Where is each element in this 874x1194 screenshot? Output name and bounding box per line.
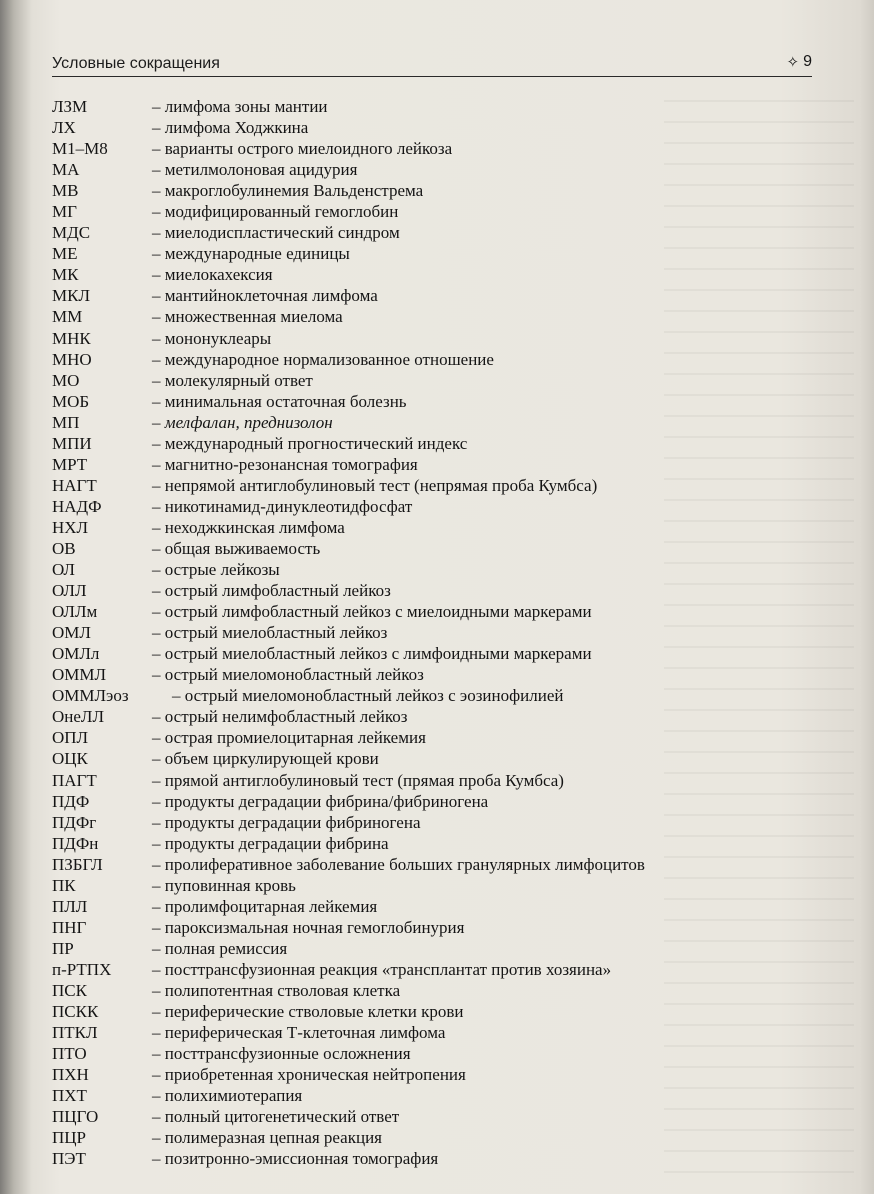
list-item — [52, 454, 812, 475]
list-item — [52, 896, 812, 917]
abbreviation: МРТ — [52, 454, 88, 474]
abbreviation: ПК — [52, 875, 76, 895]
definition: – пуповинная кровь — [152, 875, 296, 895]
abbreviation: ОМЛл — [52, 644, 100, 664]
list-item — [52, 1022, 812, 1043]
list-item — [52, 222, 812, 243]
definition: – продукты деградации фибриногена — [152, 812, 421, 832]
definition: – приобретенная хроническая нейтропения — [152, 1065, 466, 1085]
definition: – острый миелобластный лейкоз — [152, 623, 388, 643]
list-item — [52, 706, 812, 727]
list-item — [52, 1064, 812, 1085]
abbreviation: МОБ — [52, 391, 90, 411]
list-item — [52, 770, 812, 791]
definition: – пролиферативное заболевание больших гранулярных лимфоцитов — [152, 854, 645, 874]
abbreviation: ОММЛэоз — [52, 686, 129, 706]
definition: – миелодиспластический синдром — [152, 223, 400, 243]
abbreviation: ПЭТ — [52, 1149, 86, 1169]
abbreviation: ОЦК — [52, 749, 88, 769]
definition: – лимфома Ходжкина — [152, 118, 309, 138]
list-item — [52, 1127, 812, 1148]
abbreviation: ОВ — [52, 538, 76, 558]
list-item — [52, 370, 812, 391]
list-item — [52, 917, 812, 938]
abbreviation: ЛЗМ — [52, 97, 88, 116]
list-item — [52, 1085, 812, 1106]
abbreviation: ОЛЛм — [52, 602, 98, 622]
definition: – международное нормализованное отношение — [152, 349, 494, 369]
definition: – множественная миелома — [152, 307, 343, 327]
definition: – минимальная остаточная болезнь — [152, 391, 407, 411]
definition: – полипотентная стволовая клетка — [152, 980, 401, 1000]
definition: – магнитно-резонансная томография — [152, 454, 418, 474]
abbreviation: ПСКК — [52, 1002, 99, 1022]
definition: – международные единицы — [152, 244, 350, 264]
list-item — [52, 791, 812, 812]
list-item — [52, 643, 812, 664]
abbreviation: ПТКЛ — [52, 1023, 98, 1043]
list-item — [52, 854, 812, 875]
abbreviation: МКЛ — [52, 286, 90, 306]
abbreviation: ПХН — [52, 1065, 89, 1085]
header-rule — [52, 76, 812, 77]
list-item — [52, 433, 812, 454]
definition: – модифицированный гемоглобин — [152, 202, 399, 222]
list-item — [52, 812, 812, 833]
list-item — [52, 243, 812, 264]
definition: – непрямой антиглобулиновый тест (непрямая проба Кумбса) — [152, 475, 598, 495]
list-item — [52, 664, 812, 685]
definition: – варианты острого миелоидного лейкоза — [152, 139, 453, 159]
definition: – мононуклеары — [152, 328, 272, 348]
definition: – макроглобулинемия Вальденстрема — [152, 181, 424, 201]
abbreviation-list — [52, 96, 812, 1169]
list-item — [52, 1106, 812, 1127]
abbreviation: МВ — [52, 181, 79, 201]
definition: – мантийноклеточная лимфома — [152, 286, 378, 306]
definition: – полная ремиссия — [152, 938, 288, 958]
abbreviation: МО — [52, 370, 80, 390]
definition: – периферическая Т-клеточная лимфома — [152, 1023, 446, 1043]
list-item — [52, 159, 812, 180]
list-item — [52, 138, 812, 159]
list-item — [52, 538, 812, 559]
abbreviation: ОМЛ — [52, 623, 91, 643]
abbreviation: ПДФн — [52, 833, 99, 853]
abbreviation: МП — [52, 412, 80, 432]
list-item — [52, 1043, 812, 1064]
definition: – никотинамид-динуклеотидфосфат — [152, 496, 413, 516]
abbreviation: ПДФ — [52, 791, 90, 811]
definition: – международный прогностический индекс — [152, 433, 468, 453]
list-item — [52, 391, 812, 412]
abbreviation: ОнеЛЛ — [52, 707, 104, 727]
definition: – мелфалан, преднизолон — [152, 412, 333, 432]
list-item — [52, 622, 812, 643]
list-item — [52, 727, 812, 748]
page-number: 9 — [803, 53, 812, 70]
page-number-block — [787, 53, 812, 71]
definition: – посттрансфузионные осложнения — [152, 1044, 411, 1064]
definition: – острая промиелоцитарная лейкемия — [152, 728, 426, 748]
list-item — [52, 748, 812, 769]
abbreviation: МЕ — [52, 244, 78, 264]
definition: – неходжкинская лимфома — [152, 517, 345, 537]
definition: – острый лимфобластный лейкоз с миелоидными маркерами — [152, 602, 592, 622]
definition: – острый нелимфобластный лейкоз — [152, 707, 408, 727]
abbreviation: ПХТ — [52, 1086, 87, 1106]
list-item — [52, 1001, 812, 1022]
list-item — [52, 517, 812, 538]
abbreviation: ПТО — [52, 1044, 87, 1064]
definition: – лимфома зоны мантии — [152, 97, 328, 116]
list-item — [52, 959, 812, 980]
definition: – полихимиотерапия — [152, 1086, 303, 1106]
definition: – острые лейкозы — [152, 560, 280, 580]
abbreviation: ОММЛ — [52, 665, 107, 685]
definition: – полимеразная цепная реакция — [152, 1128, 383, 1148]
definition: – острый миеломонобластный лейкоз с эозинофилией — [172, 686, 564, 706]
definition: – посттрансфузионная реакция «трансплантат против хозяина» — [152, 959, 612, 979]
definition: – полный цитогенетический ответ — [152, 1107, 400, 1127]
definition: – объем циркулирующей крови — [152, 749, 379, 769]
definition: – миелокахексия — [152, 265, 273, 285]
list-item — [52, 980, 812, 1001]
list-item — [52, 685, 812, 706]
abbreviation: МНО — [52, 349, 92, 369]
abbreviation: ОЛЛ — [52, 581, 87, 601]
definition: – острый лимфобластный лейкоз — [152, 581, 391, 601]
abbreviation: ЛХ — [52, 118, 76, 138]
definition: – пролимфоцитарная лейкемия — [152, 896, 378, 916]
definition: – острый миеломонобластный лейкоз — [152, 665, 424, 685]
running-header-title: Условные сокращения — [52, 55, 220, 72]
list-item — [52, 412, 812, 433]
list-item — [52, 496, 812, 517]
abbreviation: МПИ — [52, 433, 92, 453]
list-item — [52, 475, 812, 496]
list-item — [52, 264, 812, 285]
abbreviation: ОПЛ — [52, 728, 89, 748]
definition: – продукты деградации фибрина — [152, 833, 389, 853]
list-item — [52, 559, 812, 580]
abbreviation: ПСК — [52, 980, 87, 1000]
list-item — [52, 180, 812, 201]
abbreviation: НАГТ — [52, 475, 97, 495]
abbreviation: МК — [52, 265, 79, 285]
list-item — [52, 306, 812, 327]
abbreviation: ПЛЛ — [52, 896, 88, 916]
list-item — [52, 328, 812, 349]
definition: – прямой антиглобулиновый тест (прямая проба Кумбса) — [152, 770, 564, 790]
abbreviation: ПАГТ — [52, 770, 97, 790]
abbreviation: ПЗБГЛ — [52, 854, 103, 874]
definition: – продукты деградации фибрина/фибриногена — [152, 791, 489, 811]
list-item — [52, 1148, 812, 1169]
definition: – пароксизмальная ночная гемоглобинурия — [152, 917, 465, 937]
abbreviation: М1–М8 — [52, 139, 108, 159]
abbreviation: ПЦГО — [52, 1107, 99, 1127]
abbreviation: ОЛ — [52, 560, 75, 580]
definition: – позитронно-эмиссионная томография — [152, 1149, 439, 1169]
definition: – острый миелобластный лейкоз с лимфоидными маркерами — [152, 644, 592, 664]
list-item — [52, 875, 812, 896]
abbreviation: ПДФг — [52, 812, 97, 832]
definition: – молекулярный ответ — [152, 370, 313, 390]
list-item — [52, 580, 812, 601]
list-item — [52, 96, 812, 117]
abbreviation: МА — [52, 160, 80, 180]
abbreviation: МНК — [52, 328, 91, 348]
abbreviation: ПНГ — [52, 917, 87, 937]
diamond-ornament-icon: ✧ — [786, 53, 800, 71]
list-item — [52, 285, 812, 306]
abbreviation: НАДФ — [52, 496, 102, 516]
abbreviation: МДС — [52, 223, 91, 243]
list-item — [52, 601, 812, 622]
abbreviation: ПР — [52, 938, 74, 958]
abbreviation: НХЛ — [52, 517, 89, 537]
definition: – общая выживаемость — [152, 538, 321, 558]
list-item — [52, 117, 812, 138]
abbreviation: МГ — [52, 202, 77, 222]
list-item — [52, 349, 812, 370]
abbreviation: ПЦР — [52, 1128, 87, 1148]
list-item — [52, 201, 812, 222]
abbreviation: ММ — [52, 307, 83, 327]
definition: – метилмолоновая ацидурия — [152, 160, 358, 180]
definition: – периферические стволовые клетки крови — [152, 1002, 464, 1022]
list-item — [52, 833, 812, 854]
list-item — [52, 938, 812, 959]
abbreviation: п-РТПХ — [52, 959, 112, 979]
